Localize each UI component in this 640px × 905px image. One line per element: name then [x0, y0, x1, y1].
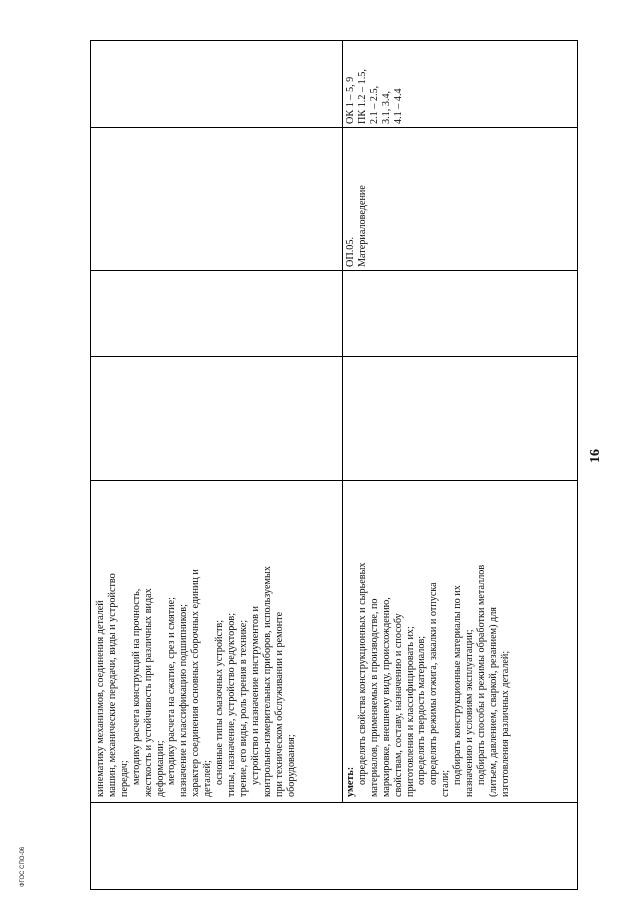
competencies-cell [345, 69, 405, 124]
text-line: типы, назначение, устройство редукторов; [225, 612, 237, 797]
text-line: (литьем, давлением, сваркой, резанием) для [487, 607, 499, 797]
competency-line: ОК 1 – 5, 9 [345, 76, 356, 124]
text-line: контрольно-измерительных приборов, используемых [261, 566, 273, 797]
text-line: жесткость и устойчивость при различных видах [142, 588, 154, 797]
text-line: деталей; [202, 760, 214, 797]
column-divider [91, 127, 577, 128]
text-line: материалов, применяемых в производстве, по [368, 598, 380, 797]
competency-line: ПК 1.2 – 1.5, [356, 69, 368, 124]
knowledge-cell [95, 566, 297, 797]
curriculum-table [90, 40, 578, 890]
text-line: назначению и условиям эксплуатации; [464, 629, 476, 797]
skills-cell [345, 562, 512, 797]
column-divider [91, 802, 577, 803]
text-line: устройство и назначение инструментов и [249, 606, 261, 785]
competency-line: 3.1, 3.4, [380, 90, 392, 124]
text-line: стали; [440, 769, 452, 797]
discipline-code: ОП.05. [345, 237, 356, 267]
column-divider [91, 480, 577, 481]
column-divider [91, 270, 577, 271]
text-line: характер соединения основных сборочных единиц и [190, 569, 202, 797]
text-line: свойствам, составу, назначению и способу [392, 613, 404, 797]
page-number: 16 [588, 449, 603, 463]
discipline-cell [345, 185, 369, 267]
text-line: определять твердость материалов; [416, 635, 428, 785]
text-line: машин, механические передачи, виды и устройство [106, 573, 118, 797]
text-line: подбирать конструкционные материалы по их [452, 585, 464, 785]
text-line: приготовления и классифицировать их; [404, 626, 416, 797]
competency-line: 4.1 – 4.4 [392, 88, 404, 124]
text-line: методику расчета конструкций на прочность, [130, 588, 142, 785]
discipline-name: Материаловедение [356, 185, 368, 267]
text-line: деформации; [154, 740, 166, 797]
text-line: передач; [118, 760, 130, 797]
text-line: маркировке, внешнему виду, происхождению, [380, 597, 392, 797]
row-divider [342, 41, 343, 803]
text-line: кинематику механизмов, соединения деталей [95, 600, 106, 797]
text-line: изготовления различных деталей; [499, 650, 511, 797]
text-line: методику расчета на сжатие, срез и смятие; [166, 597, 178, 785]
text-line: назначение и классификацию подшипников; [178, 604, 190, 797]
text-line: определять свойства конструкционных и сырьевых [356, 562, 368, 785]
footer-mark: ФГОС СПО-06 [20, 846, 26, 887]
text-line: трение, его виды, роль трения в технике; [237, 619, 249, 797]
text-line: подбирать способы и режимы обработки металлов [475, 564, 487, 785]
column-divider [91, 356, 577, 357]
competency-line: 2.1 – 2.5, [368, 85, 380, 124]
skills-heading: уметь: [345, 766, 356, 797]
text-line: определять режимы отжига, закалки и отпуска [428, 582, 440, 785]
text-line: оборудования; [285, 734, 297, 797]
text-line: при техническом обслуживании и ремонте [273, 611, 285, 797]
text-line: основные типы смазочных устройств; [214, 619, 226, 785]
